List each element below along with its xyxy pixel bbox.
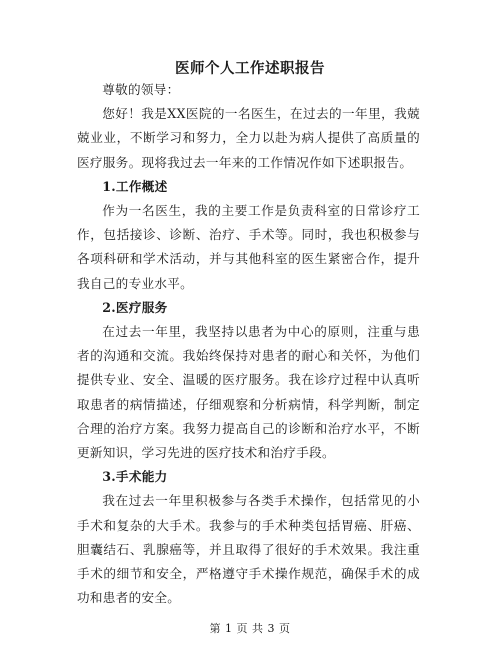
- document-title: 医师个人工作述职报告: [175, 60, 325, 77]
- section-heading-surgery: 3.手术能力: [102, 469, 168, 485]
- intro-paragraph: 您好！我是XX医院的一名医生，在过去的一年里，我兢兢业业，不断学习和努力，全力以赴为病人提供了高质量的医疗服务。现将我过去一年来的工作情况作如下述职报告。: [77, 106, 420, 170]
- document-body: [77, 78, 420, 610]
- section-body-surgery: 我在过去一年里积极参与各类手术操作，包括常见的小手术和复杂的大手术。我参与的手术种类包括胃癌、肝癌、胆囊结石、乳腺癌等，并且取得了很好的手术效果。我注重手术的细节和安全，严格遵守手术操作规范，确保手术的成功和患者的安全。: [77, 493, 420, 606]
- section-heading-medical-service: 2.医疗服务: [102, 299, 168, 315]
- section-heading-overview: 1.工作概述: [102, 178, 168, 194]
- page-number-footer: 第 1 页 共 3 页: [209, 622, 291, 635]
- section-body-medical-service: 在过去一年里，我坚持以患者为中心的原则，注重与患者的沟通和交流。我始终保持对患者的耐心和关怀，为他们提供专业、安全、温暖的医疗服务。我在诊疗过程中认真听取患者的病情描述，仔细观察和分析病情，科学判断，制定合理的治疗方案。我努力提高自己的诊断和治疗水平，不断更新知识，学习先进的医疗技术和治疗手段。: [77, 324, 420, 461]
- salutation: 尊敬的领导：: [102, 82, 180, 97]
- section-body-overview: 作为一名医生，我的主要工作是负责科室的日常诊疗工作，包括接诊、诊断、治疗、手术等。同时，我也积极参与各项科研和学术活动，并与其他科室的医生紧密合作，提升我自己的专业水平。: [77, 203, 420, 291]
